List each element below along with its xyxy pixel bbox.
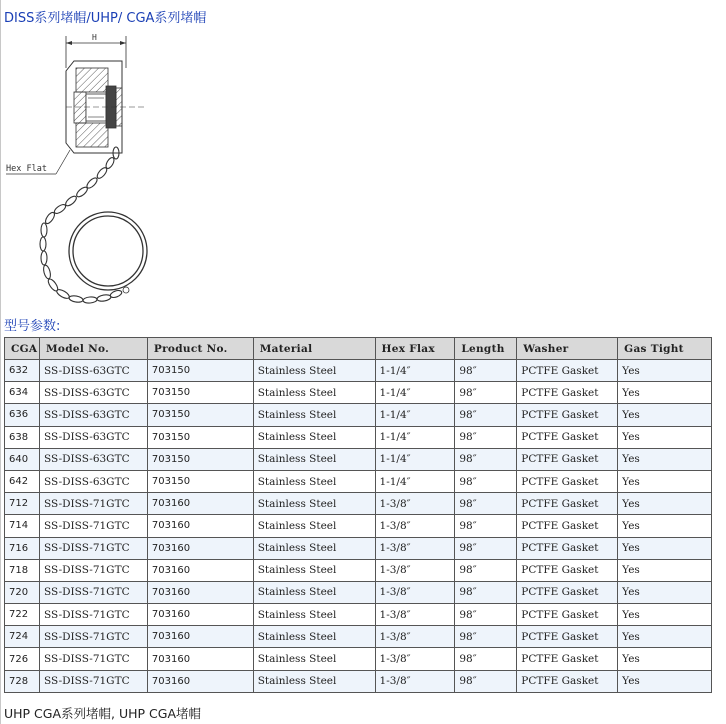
cell-material: Stainless Steel: [253, 537, 375, 559]
cell-material: Stainless Steel: [253, 626, 375, 648]
cell-cga: 712: [5, 493, 40, 515]
cell-hex-flax: 1-1/4″: [375, 382, 455, 404]
cell-product-no: 703160: [147, 559, 253, 581]
cell-washer: PCTFE Gasket: [517, 559, 618, 581]
cell-product-no: 703160: [147, 537, 253, 559]
cell-cga: 722: [5, 604, 40, 626]
cell-material: Stainless Steel: [253, 648, 375, 670]
cell-hex-flax: 1-1/4″: [375, 426, 455, 448]
cell-length: 98″: [455, 448, 517, 470]
cell-material: Stainless Steel: [253, 559, 375, 581]
cell-cga: 724: [5, 626, 40, 648]
dimension-h-label: H: [92, 33, 97, 42]
cell-washer: PCTFE Gasket: [517, 670, 618, 692]
cell-cga: 720: [5, 581, 40, 603]
cell-product-no: 703160: [147, 515, 253, 537]
table-row: [5, 493, 712, 515]
table-row: [5, 470, 712, 492]
table-row: [5, 604, 712, 626]
cell-model-no: SS-DISS-71GTC: [39, 604, 147, 626]
cell-washer: PCTFE Gasket: [517, 404, 618, 426]
cell-washer: PCTFE Gasket: [517, 626, 618, 648]
cell-length: 98″: [455, 648, 517, 670]
cell-material: Stainless Steel: [253, 670, 375, 692]
cell-washer: PCTFE Gasket: [517, 470, 618, 492]
cell-length: 98″: [455, 493, 517, 515]
page-left-border: [0, 0, 1, 724]
caption: UHP CGA系列堵帽, UHP CGA堵帽: [4, 706, 201, 721]
cell-gas-tight: Yes: [618, 404, 712, 426]
cell-cga: 632: [5, 360, 40, 382]
cell-length: 98″: [455, 581, 517, 603]
cell-gas-tight: Yes: [618, 382, 712, 404]
cell-product-no: 703160: [147, 670, 253, 692]
cell-model-no: SS-DISS-71GTC: [39, 581, 147, 603]
cell-length: 98″: [455, 404, 517, 426]
cell-hex-flax: 1-3/8″: [375, 537, 455, 559]
cell-gas-tight: Yes: [618, 626, 712, 648]
table-row: [5, 515, 712, 537]
cell-gas-tight: Yes: [618, 648, 712, 670]
cell-cga: 642: [5, 470, 40, 492]
cell-model-no: SS-DISS-71GTC: [39, 493, 147, 515]
cell-hex-flax: 1-1/4″: [375, 404, 455, 426]
table-row: [5, 537, 712, 559]
cell-model-no: SS-DISS-71GTC: [39, 626, 147, 648]
cell-product-no: 703160: [147, 581, 253, 603]
table-row: [5, 404, 712, 426]
cell-washer: PCTFE Gasket: [517, 448, 618, 470]
cell-washer: PCTFE Gasket: [517, 515, 618, 537]
cell-cga: 728: [5, 670, 40, 692]
cell-hex-flax: 1-3/8″: [375, 648, 455, 670]
cell-gas-tight: Yes: [618, 581, 712, 603]
table-row: [5, 382, 712, 404]
cell-gas-tight: Yes: [618, 493, 712, 515]
cell-washer: PCTFE Gasket: [517, 581, 618, 603]
cell-washer: PCTFE Gasket: [517, 360, 618, 382]
cell-hex-flax: 1-3/8″: [375, 604, 455, 626]
cell-model-no: SS-DISS-63GTC: [39, 426, 147, 448]
cell-washer: PCTFE Gasket: [517, 648, 618, 670]
cell-cga: 714: [5, 515, 40, 537]
cell-gas-tight: Yes: [618, 426, 712, 448]
cell-length: 98″: [455, 670, 517, 692]
cell-length: 98″: [455, 559, 517, 581]
cell-cga: 634: [5, 382, 40, 404]
cell-material: Stainless Steel: [253, 448, 375, 470]
table-row: [5, 559, 712, 581]
cell-model-no: SS-DISS-71GTC: [39, 537, 147, 559]
spec-table: [4, 337, 712, 693]
cell-gas-tight: Yes: [618, 559, 712, 581]
cell-washer: PCTFE Gasket: [517, 426, 618, 448]
cell-product-no: 703150: [147, 360, 253, 382]
cell-product-no: 703160: [147, 493, 253, 515]
cell-product-no: 703150: [147, 426, 253, 448]
table-row: [5, 648, 712, 670]
cell-cga: 638: [5, 426, 40, 448]
cell-gas-tight: Yes: [618, 515, 712, 537]
cell-product-no: 703160: [147, 648, 253, 670]
cell-length: 98″: [455, 360, 517, 382]
cell-gas-tight: Yes: [618, 448, 712, 470]
header-length: Length: [455, 338, 517, 360]
cell-material: Stainless Steel: [253, 515, 375, 537]
cell-cga: 716: [5, 537, 40, 559]
cell-product-no: 703150: [147, 404, 253, 426]
cell-model-no: SS-DISS-63GTC: [39, 470, 147, 492]
cell-hex-flax: 1-3/8″: [375, 515, 455, 537]
cell-hex-flax: 1-1/4″: [375, 360, 455, 382]
cell-length: 98″: [455, 470, 517, 492]
header-model-no: Model No.: [39, 338, 147, 360]
cell-length: 98″: [455, 537, 517, 559]
cell-material: Stainless Steel: [253, 470, 375, 492]
cell-cga: 636: [5, 404, 40, 426]
cell-length: 98″: [455, 515, 517, 537]
cell-hex-flax: 1-3/8″: [375, 559, 455, 581]
cell-washer: PCTFE Gasket: [517, 382, 618, 404]
cell-model-no: SS-DISS-71GTC: [39, 515, 147, 537]
cell-gas-tight: Yes: [618, 604, 712, 626]
cap-technical-drawing: [4, 28, 154, 318]
cell-length: 98″: [455, 426, 517, 448]
cell-model-no: SS-DISS-63GTC: [39, 448, 147, 470]
header-cga: CGA: [5, 338, 40, 360]
cell-model-no: SS-DISS-63GTC: [39, 382, 147, 404]
cell-hex-flax: 1-1/4″: [375, 470, 455, 492]
table-row: [5, 360, 712, 382]
cell-model-no: SS-DISS-63GTC: [39, 360, 147, 382]
header-material: Material: [253, 338, 375, 360]
header-gas-tight: Gas Tight: [618, 338, 712, 360]
cell-length: 98″: [455, 604, 517, 626]
table-header-row: [5, 338, 712, 360]
header-hex-flax: Hex Flax: [375, 338, 455, 360]
header-product-no: Product No.: [147, 338, 253, 360]
section-title: 型号参数:: [4, 319, 61, 334]
cell-material: Stainless Steel: [253, 382, 375, 404]
page-title: DISS系列堵帽/UHP/ CGA系列堵帽: [4, 11, 207, 26]
table-row: [5, 426, 712, 448]
cell-product-no: 703150: [147, 448, 253, 470]
cell-model-no: SS-DISS-71GTC: [39, 670, 147, 692]
cell-product-no: 703160: [147, 626, 253, 648]
cell-washer: PCTFE Gasket: [517, 604, 618, 626]
cell-gas-tight: Yes: [618, 670, 712, 692]
cell-length: 98″: [455, 382, 517, 404]
cell-hex-flax: 1-3/8″: [375, 493, 455, 515]
cell-hex-flax: 1-3/8″: [375, 581, 455, 603]
cell-length: 98″: [455, 626, 517, 648]
cell-material: Stainless Steel: [253, 360, 375, 382]
cell-hex-flax: 1-3/8″: [375, 626, 455, 648]
table-row: [5, 626, 712, 648]
cell-product-no: 703160: [147, 604, 253, 626]
cell-model-no: SS-DISS-71GTC: [39, 648, 147, 670]
cell-gas-tight: Yes: [618, 360, 712, 382]
cell-material: Stainless Steel: [253, 493, 375, 515]
table-row: [5, 581, 712, 603]
cell-cga: 718: [5, 559, 40, 581]
table-row: [5, 670, 712, 692]
table-row: [5, 448, 712, 470]
cell-hex-flax: 1-3/8″: [375, 670, 455, 692]
hex-flat-label: Hex Flat: [6, 164, 47, 174]
cell-material: Stainless Steel: [253, 581, 375, 603]
cell-material: Stainless Steel: [253, 604, 375, 626]
cell-cga: 640: [5, 448, 40, 470]
cell-material: Stainless Steel: [253, 404, 375, 426]
cell-gas-tight: Yes: [618, 537, 712, 559]
cell-cga: 726: [5, 648, 40, 670]
cell-washer: PCTFE Gasket: [517, 537, 618, 559]
cell-model-no: SS-DISS-71GTC: [39, 559, 147, 581]
cell-product-no: 703150: [147, 470, 253, 492]
cell-model-no: SS-DISS-63GTC: [39, 404, 147, 426]
cell-product-no: 703150: [147, 382, 253, 404]
table-body: [5, 360, 712, 693]
cell-washer: PCTFE Gasket: [517, 493, 618, 515]
cell-gas-tight: Yes: [618, 470, 712, 492]
header-washer: Washer: [517, 338, 618, 360]
cell-material: Stainless Steel: [253, 426, 375, 448]
cell-hex-flax: 1-1/4″: [375, 448, 455, 470]
